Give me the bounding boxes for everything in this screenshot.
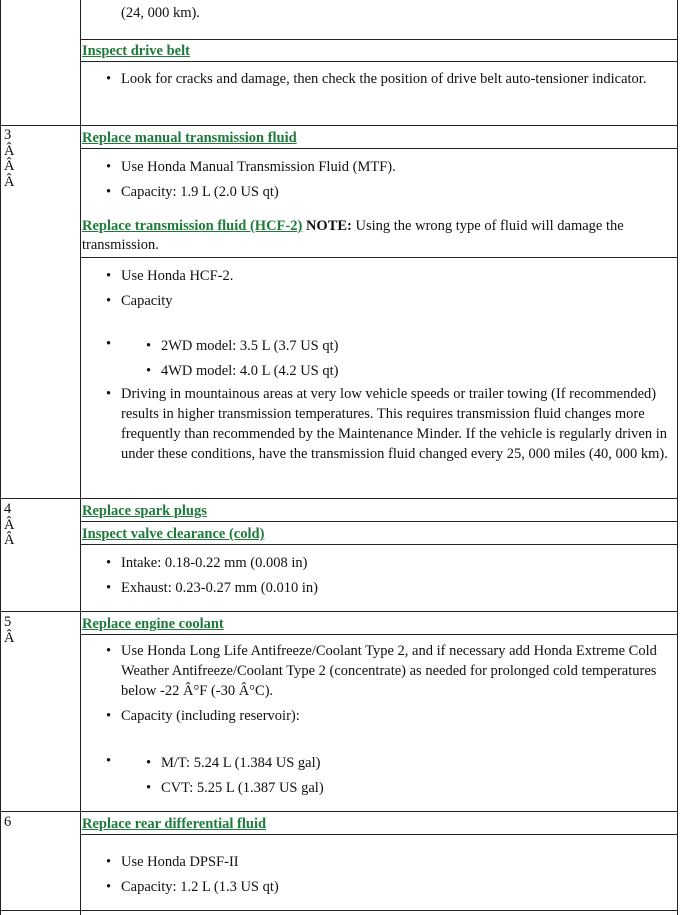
sub-list-item: • M/T: 5.24 L (1.384 US gal)	[146, 751, 446, 776]
row-number-3	[4, 128, 14, 190]
heading-replace-engine-coolant[interactable]: Replace engine coolant	[82, 616, 224, 632]
rule	[80, 39, 678, 40]
row-number: 6	[4, 814, 12, 830]
note-text: Using the wrong type of fluid will damage the transmission.	[82, 218, 624, 253]
list-item: • Capacity	[106, 289, 676, 314]
empty-bullet: •	[106, 336, 112, 352]
heading-replace-manual-transmission-fluid[interactable]: Replace manual transmission fluid	[82, 130, 297, 146]
bullet-list	[106, 641, 676, 726]
bullet-list	[106, 155, 676, 205]
sub-list-item: • 2WD model: 3.5 L (3.7 US qt)	[146, 334, 446, 359]
heading-inspect-drive-belt[interactable]: Inspect drive belt	[82, 43, 190, 59]
bullet-list	[106, 69, 654, 89]
row-divider	[0, 498, 678, 499]
table-right-border	[677, 0, 678, 915]
rule	[80, 61, 678, 62]
heading-inspect-valve-clearance[interactable]: Inspect valve clearance (cold)	[82, 526, 265, 542]
table-column-divider	[80, 0, 81, 915]
list-item: • Intake: 0.18-0.22 mm (0.008 in)	[106, 551, 676, 576]
list-item: • Use Honda Long Life Antifreeze/Coolant Type 2, and if necessary add Honda Extreme Cold Weather Antifreeze/Coolant Type 2 (concentrate) as needed for prolonged cold temperatures below -22 Â°F (-30 Â°C).	[106, 641, 676, 701]
rule	[80, 257, 678, 258]
rule	[80, 634, 678, 635]
row-number-5	[4, 615, 14, 646]
rule	[80, 521, 678, 522]
list-item: • Exhaust: 0.23-0.27 mm (0.010 in)	[106, 576, 676, 601]
nested-list	[106, 751, 506, 801]
marker: Â	[4, 629, 15, 646]
list-item: • Capacity: 1.9 L (2.0 US qt)	[106, 180, 676, 205]
table-bottom-border	[0, 910, 678, 911]
heading-replace-transmission-fluid-hcf2	[82, 217, 676, 255]
list-item: • Look for cracks and damage, then check the position of drive belt auto-tensioner indicator.	[106, 69, 654, 89]
table-left-border	[0, 0, 1, 915]
row-number: 3	[4, 127, 12, 143]
empty-bullet: •	[106, 753, 112, 769]
list-item: • Use Honda HCF-2.	[106, 264, 676, 289]
sub-list-item: • 4WD model: 4.0 L (4.2 US qt)	[146, 359, 446, 384]
marker: Â	[4, 158, 15, 174]
row-divider	[0, 611, 678, 612]
list-item: • Capacity (including reservoir):	[106, 706, 676, 726]
bullet-list	[106, 850, 676, 900]
continued-text: (24, 000 km).	[121, 5, 200, 21]
marker: Â	[4, 532, 15, 548]
sub-bullet-list	[146, 334, 446, 384]
marker: Â	[4, 142, 15, 159]
sub-list-item: • CVT: 5.25 L (1.387 US gal)	[146, 776, 446, 801]
row-number-4	[4, 502, 14, 549]
heading-replace-rear-differential-fluid[interactable]: Replace rear differential fluid	[82, 816, 267, 832]
row-number: 4	[4, 501, 12, 517]
heading-replace-spark-plugs[interactable]: Replace spark plugs	[82, 503, 207, 519]
nested-list	[106, 334, 506, 384]
list-item: • Use Honda Manual Transmission Fluid (MTF).	[106, 155, 676, 180]
rule	[80, 834, 678, 835]
rule	[80, 148, 678, 149]
row-number-6	[4, 815, 11, 831]
bullet-list	[106, 551, 676, 601]
sub-bullet-list	[146, 751, 446, 801]
marker: Â	[4, 516, 15, 533]
row-number: 5	[4, 614, 12, 630]
bullet-list	[106, 384, 672, 464]
list-item: • Use Honda DPSF-II	[106, 850, 676, 875]
list-item: • Capacity: 1.2 L (1.3 US qt)	[106, 875, 676, 900]
rule	[80, 544, 678, 545]
row-divider	[0, 811, 678, 812]
note-label: NOTE:	[305, 218, 352, 234]
bullet-list	[106, 264, 676, 314]
list-item: • Driving in mountainous areas at very low vehicle speeds or trailer towing (If recommended) results in higher transmission temperatures. This requires transmission fluid changes more frequently than recommended by the Maintenance Minder. If the vehicle is regularly driven in under these conditions, have the transmission fluid changed every 25, 000 miles (40, 000 km).	[106, 384, 672, 464]
row-divider	[0, 125, 678, 126]
marker: Â	[4, 173, 15, 190]
hcf2-link[interactable]: Replace transmission fluid (HCF-2)	[82, 218, 303, 234]
